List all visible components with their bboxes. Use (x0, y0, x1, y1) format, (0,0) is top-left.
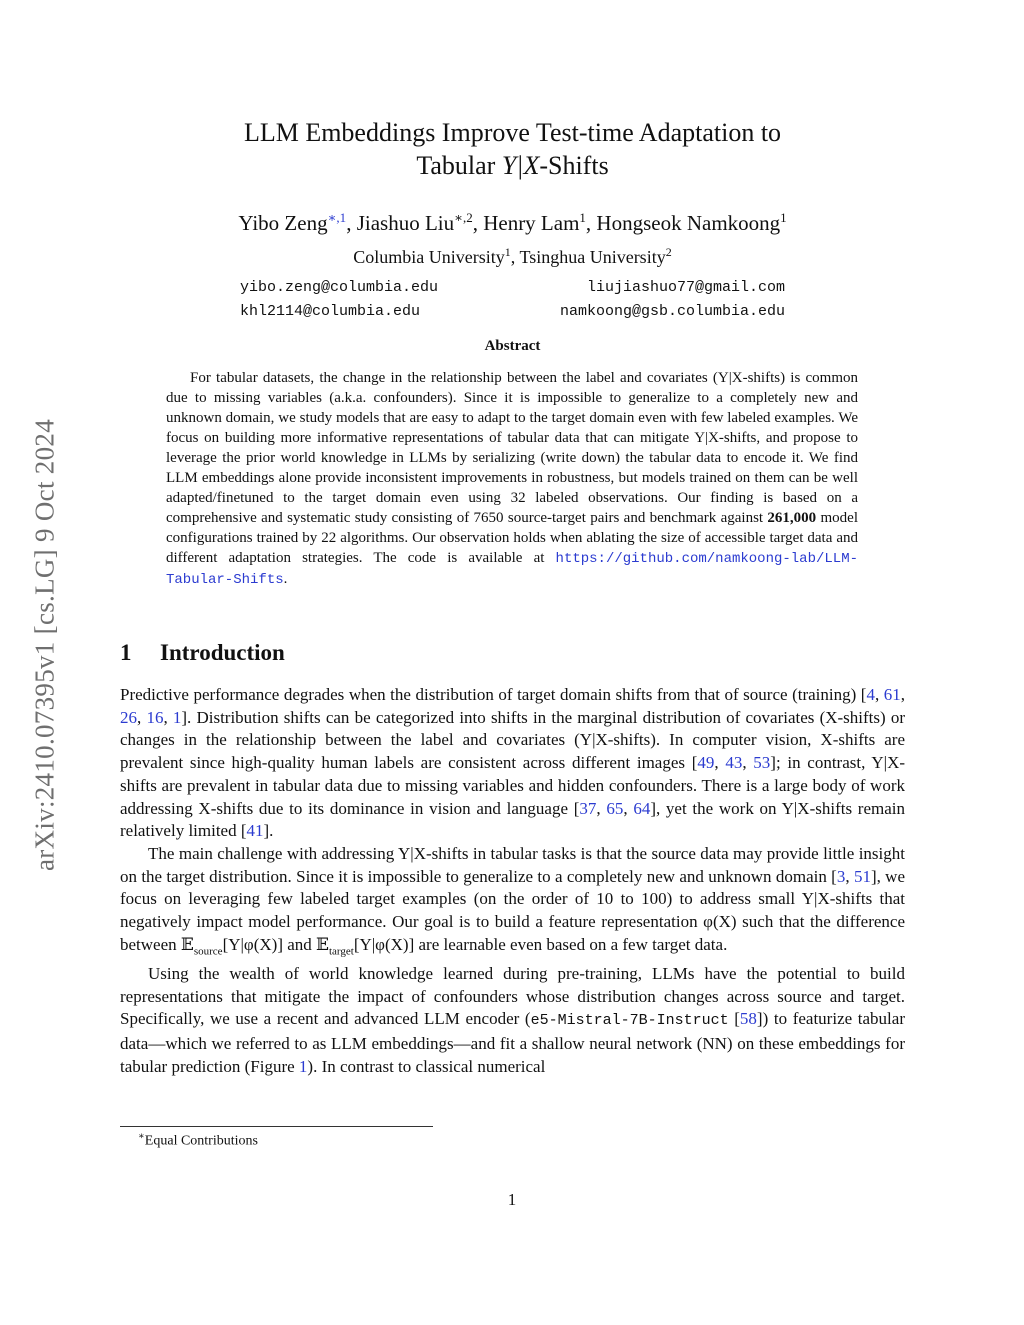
email-address: namkoong@gsb.columbia.edu (559, 303, 785, 320)
section-number: 1 (120, 640, 132, 665)
section-heading (120, 640, 285, 666)
affiliation-mark: 1 (504, 245, 511, 259)
figure-link[interactable]: 1 (298, 1056, 308, 1076)
citation-link[interactable]: 1 (172, 707, 182, 727)
citation-link[interactable]: 51 (853, 866, 871, 886)
affiliation-mark: 2 (665, 245, 672, 259)
citation-link[interactable]: 4 (866, 685, 875, 704)
email-address: liujiashuo77@gmail.com (586, 279, 785, 296)
math-subscript: target (328, 945, 354, 958)
paper-title (120, 116, 905, 182)
introduction-body (120, 684, 905, 1078)
email-address: yibo.zeng@columbia.edu (240, 279, 439, 296)
author-list: Yibo Zeng$^{∗,1}$, Jiashuo Liu$^{∗,2}$, Henry Lam$^1$, Hongseok Namkoong$^1$ (238, 210, 787, 235)
math-subscript: source (193, 945, 223, 958)
github-link[interactable]: https://github.com/namkoong-lab/LLM-Tabular-Shifts (166, 551, 858, 588)
citation-link[interactable]: 3 (836, 866, 846, 886)
citation-link[interactable]: 53 (753, 753, 771, 773)
citation-link[interactable]: 65 (606, 798, 624, 818)
footnote (138, 1131, 258, 1150)
affiliation-name: Columbia University (353, 247, 505, 267)
affiliations: Columbia University$^1$, Tsinghua University$^2$ (353, 245, 672, 267)
affiliation-name: Tsinghua University (519, 247, 666, 267)
citation-link[interactable]: 41 (246, 821, 264, 841)
citation-link[interactable]: 16 (146, 707, 164, 727)
page-number: 1 (507, 1190, 517, 1209)
citation-link[interactable]: 37 (579, 798, 597, 818)
arxiv-sidebar (28, 365, 62, 925)
footnote-text: Equal Contributions (144, 1133, 258, 1149)
title-line-1: LLM Embeddings Improve Test-time Adaptation to (243, 118, 782, 147)
citation-link[interactable]: 43 (725, 753, 743, 773)
arxiv-identifier: arXiv:2410.07395v1 [cs.LG] 9 Oct 2024 (29, 418, 60, 872)
email-block (240, 276, 785, 324)
footnote-mark: ∗ (138, 1131, 145, 1142)
paragraph: The main challenge with addressing Y|X-shifts in tabular tasks is that the source data may provide little insight on the target distribution. Since it is impossible to generalize to a completely new and unknown domain [3, 51], we focus on leveraging few labeled target examples (on the order of 10 to 100) to address small Y|X-shifts that negatively impact model performance. Our goal is to build a feature representation φ(X) such that the difference between 𝔼$_{source}$[Y|φ(X)] and 𝔼$_{target}$[Y|φ(X)] are learnable even based on a few target data. (120, 843, 906, 958)
author-name: Henry Lam (483, 211, 580, 235)
abstract-heading: Abstract (484, 338, 541, 354)
title-line-2: Tabular Y|X-Shifts (416, 151, 609, 180)
author-mark: ∗,2 (454, 210, 473, 225)
footnote-divider (120, 1126, 433, 1127)
author-name: Jiashuo Liu (356, 211, 455, 235)
citation-link[interactable]: 61 (883, 685, 901, 704)
citation-link[interactable]: 49 (697, 753, 715, 773)
email-address: khl2114@columbia.edu (240, 303, 421, 320)
citation-link[interactable]: 64 (633, 798, 651, 818)
author-mark[interactable]: ∗,1 (327, 210, 347, 225)
author-name: Hongseok Namkoong (596, 211, 781, 235)
author-mark: 1 (780, 210, 787, 225)
citation-link[interactable]: 58 (739, 1009, 757, 1029)
abstract-body: For tabular datasets, the change in the relationship between the label and covariates (Y|X-shifts) is common due to missing variables (a.k.a. confounders). Since it is impossible to generalize to a completely new and unknown domain, we study models that are easy to adapt to the target domain even with few labeled examples. We focus on building more informative representations of tabular data that can mitigate Y|X-shifts, and propose to leverage the prior world knowledge in LLMs by serializing (write down) the tabular data to encode it. We find LLM embeddings alone provide inconsistent improvements in robustness, but models trained on them can be well adapted/finetuned to the target domain even using 32 labeled observations. Our finding is based on a comprehensive and systematic study consisting of 7650 source-target pairs and benchmark against 261,000 model configurations trained by 22 algorithms. Our observation holds when ablating the size of accessible target data and different adaptation strategies. The code is available at https://github.com/namkoong-lab/LLM-Tabular-Shifts. (166, 370, 858, 588)
title-math: Y|X (501, 151, 540, 180)
config-count: 261,000 (767, 510, 817, 526)
author-name: Yibo Zeng (238, 211, 328, 235)
model-name: e5-Mistral-7B-Instruct (530, 1012, 729, 1030)
citation-link[interactable]: 26 (120, 707, 137, 727)
section-title: Introduction (160, 640, 285, 665)
paragraph: Using the wealth of world knowledge learned during pre-training, LLMs have the potential to build representations that mitigate the impact of confounders whose distribution changes across source and target. Specifically, we use a recent and advanced LLM encoder (e5-Mistral-7B-Instruct [58]) to featurize tabular data—which we referred to as LLM embeddings—and fit a shallow neural network (NN) on these embeddings for tabular prediction (Figure 1). In contrast to classical numerical (120, 963, 905, 1076)
paragraph: Predictive performance degrades when the distribution of target domain shifts from that of source (training) [4, 61, 26, 16, 1]. Distribution shifts can be categorized into shifts in the marginal distribution of covariates (X-shifts) or changes in the relationship between the label and covariates (Y|X-shifts). In computer vision, X-shifts are prevalent since high-quality human labels are consistent across different images [49, 43, 53]; in contrast, Y|X-shifts are prevalent in tabular data due to missing variables and hidden confounders. There is a large body of work addressing X-shifts due to its dominance in vision and language [37, 65, 64], yet the work on Y|X-shifts remain relatively limited [41]. (120, 685, 906, 841)
author-mark: 1 (579, 210, 586, 225)
